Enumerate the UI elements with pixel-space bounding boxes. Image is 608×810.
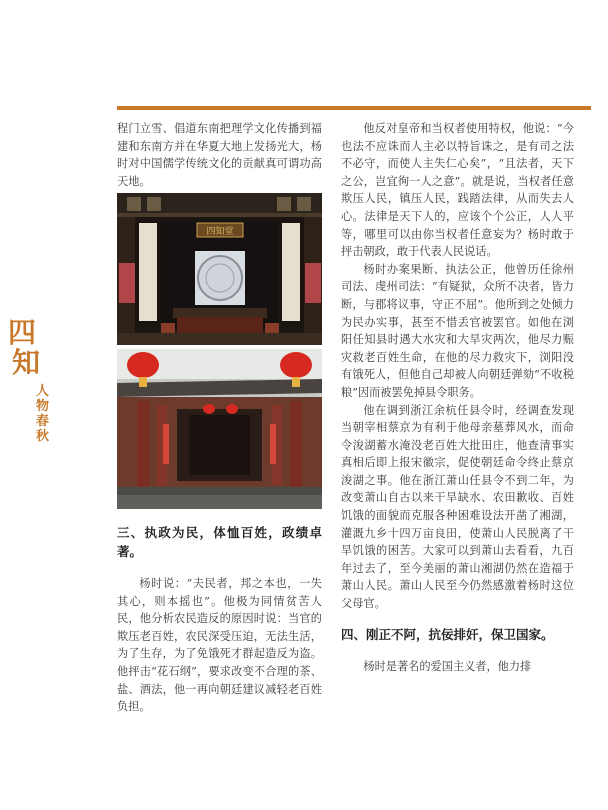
section-subtitle: 人物春秋 — [36, 384, 50, 444]
section-heading-4: 四、刚正不阿，抗佞排奸，保卫国家。 — [341, 626, 554, 642]
section-title — [8, 318, 40, 378]
right-column — [341, 120, 574, 675]
section-sidebar — [6, 318, 66, 458]
section-title-char-1: 四 — [8, 316, 37, 349]
hall-interior-photo — [117, 193, 322, 345]
paragraph-patriot: 杨时是著名的爱国主义者，他力排 — [363, 659, 532, 673]
paragraph-justice: 杨时办案果断、执法公正，他曾历任徐州司法、虔州司法：“有疑狱，众所不决者，皆力断，与郡将议事，守正不屈”。他所到之处倾力为民办实事，甚至不惜丢官被罢官。如他在浏阳任知县时遇大水灾和大旱灾两次，他尽力赈灾救老百姓生命，在他的尽力救灾下，浏阳没有饿死人，但他自己却被人向朝廷弹劾“不收税粮”因而被罢免掉县令职务。 — [341, 262, 574, 399]
paragraph-law: 他反对皇帝和当权者使用特权，他说：“今也法不应诛而人主必以特旨诛之，是有司之法不必守，而使人主失仁心矣”，“且法者，天下之公，岂宜徇一人之意”。就是说，当权者任意欺压人民，镇压人民，践踏法律，从而失去人心。法律是天下人的，应该个个公正，人人平等，哪里可以由你当权者任意妄为？杨时敢于抨击朝政，敢于代表人民说话。 — [341, 122, 574, 259]
section-title-char-2: 知 — [12, 346, 41, 379]
courtyard-photo — [117, 349, 322, 509]
paragraph-policy: 杨时说：“夫民者，邦之本也，一失其心，则本摇也”。他极为同情贫苦人民，他分析农民造反的原因时说：当官的欺压老百姓，农民深受压迫，无法生活，为了生存，为了免饿死才群起造反为盗。他抨击“花石纲”，要求改变不合理的茶、盐、酒法，他一再向朝廷建议减轻老百姓负担。 — [117, 577, 322, 714]
header-rule — [117, 106, 591, 110]
left-column-lower — [117, 523, 322, 716]
intro-paragraph: 程门立雪、倡道东南把理学文化传播到福建和东南方并在华夏大地上发扬光大，杨时对中国儒学传统文化的贡献真可谓功高天地。 — [117, 122, 322, 188]
section-heading-3: 三、执政为民，体恤百姓，政绩卓著。 — [117, 525, 322, 559]
paragraph-xiaoshan: 他在调到浙江余杭任县令时，经调查发现当朝宰相蔡京为有利于他母亲墓葬风水，而命令浚湖蓄水淹没老百姓大批田庄，他查清事实真相后即上报宋徽宗，促使朝廷命令终止蔡京浚湖之事。他在浙江萧山任县令不到二年，为改变萧山自古以来干旱缺水、农田歉收、百姓饥饿的面貌而克服各种困难设法开凿了湘湖，灌溉九乡十四万亩良田，使萧山人民脱离了干旱饥饿的困苦。大家可以到萧山去看看，九百年过去了，至今美丽的萧山湘湖仍然在造福于萧山人民。萧山人民至今仍然感激着杨时这位父母官。 — [341, 403, 574, 611]
left-column — [117, 120, 322, 190]
plaque-text: 四知堂 — [206, 227, 234, 237]
